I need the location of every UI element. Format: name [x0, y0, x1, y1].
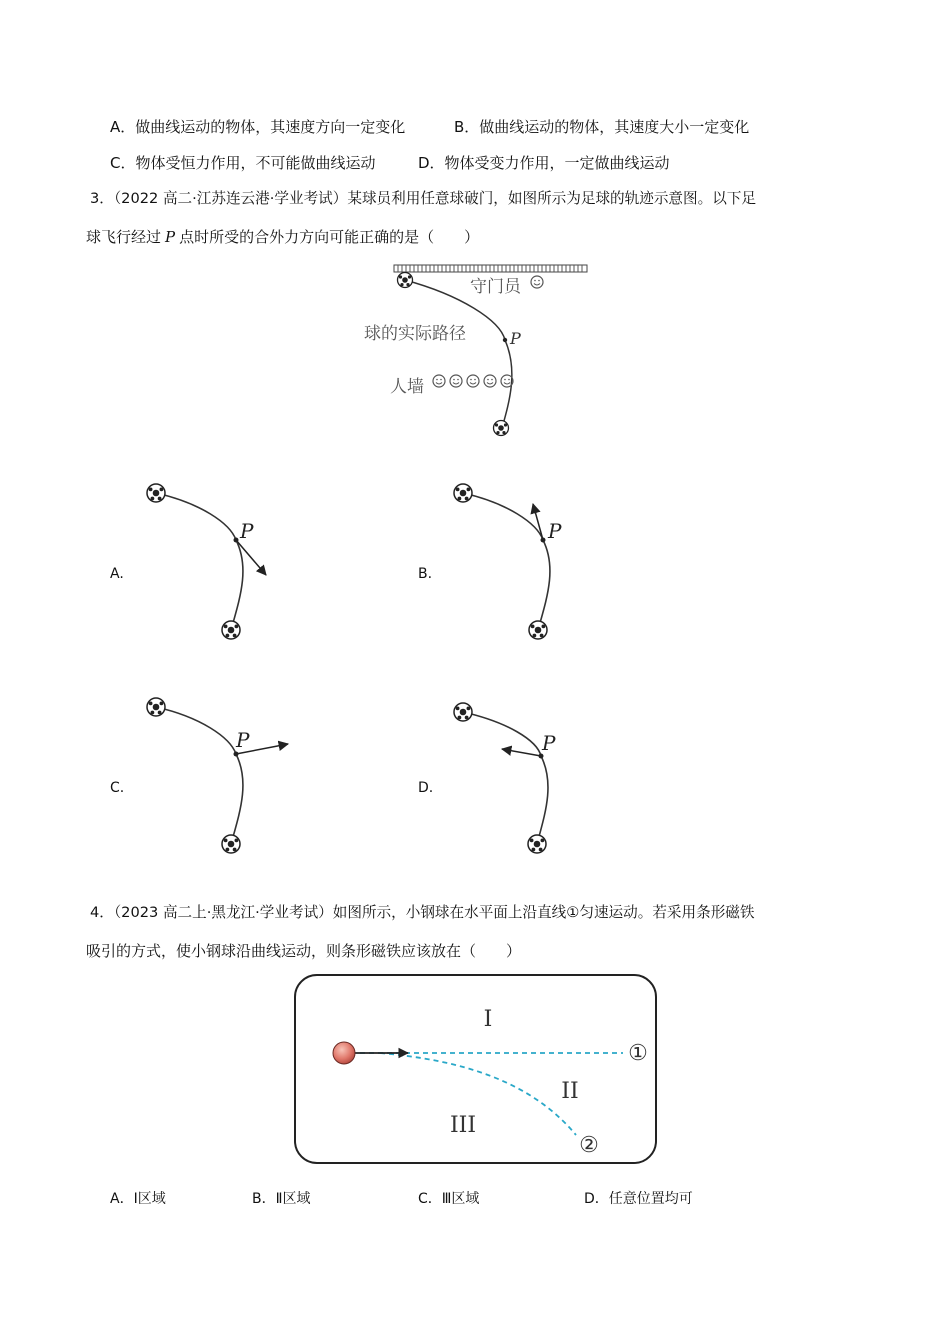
q4-option-b: B．Ⅱ区域 — [252, 1191, 311, 1207]
q2-option-d: D．物体受变力作用，一定做曲线运动 — [418, 154, 670, 172]
q4-option-d: D．任意位置均可 — [584, 1191, 693, 1207]
smiley-icon — [450, 375, 462, 387]
q4-stem-line1: 4．（2023 高二上·黑龙江·学业考试）如图所示，小钢球在水平面上沿直线①匀速运动。若采用条形磁铁 — [90, 904, 755, 921]
q3-option-a-label: A. — [110, 566, 124, 582]
soccer-ball-icon — [454, 484, 472, 502]
soccer-ball-icon — [222, 621, 240, 639]
smiley-icon — [484, 375, 496, 387]
q3-stem-line2 — [86, 226, 479, 248]
point-p-label: P — [236, 728, 250, 752]
q3-option-d-label: D. — [418, 780, 434, 796]
q4-stem-line2: 吸引的方式，使小钢球沿曲线运动，则条形磁铁应该放在（ ） — [86, 942, 522, 960]
q3-option-d-figure — [447, 692, 587, 862]
goalkeeper-label: 守门员 — [470, 277, 521, 297]
soccer-ball-icon — [147, 484, 165, 502]
point-p-label: P — [240, 519, 254, 543]
smiley-icon — [531, 276, 543, 288]
dashed-line-2 — [380, 1053, 579, 1135]
force-arrow — [236, 540, 266, 575]
q2-option-a: A．做曲线运动的物体，其速度方向一定变化 — [110, 118, 406, 136]
wall-label: 人墙 — [390, 377, 424, 397]
q3-main-figure — [360, 260, 600, 445]
soccer-ball-icon — [147, 698, 165, 716]
q3-option-b-label: B. — [418, 566, 433, 582]
soccer-ball-icon — [222, 835, 240, 853]
q3-stem-line1: 3．（2022 高二·江苏连云港·学业考试）某球员利用任意球破门，如图所示为足球的轨迹示意图。以下足 — [90, 190, 756, 207]
point-p-label: P — [548, 519, 562, 543]
soccer-ball-icon — [529, 621, 547, 639]
soccer-ball-icon — [454, 703, 472, 721]
soccer-ball-icon — [494, 421, 509, 436]
q3-option-b-figure — [447, 478, 587, 648]
q2-option-c: C．物体受恒力作用，不可能做曲线运动 — [110, 154, 376, 172]
goal-line — [394, 265, 587, 272]
steel-ball — [333, 1042, 355, 1064]
q3-stem-var-p: P — [165, 228, 176, 246]
q3-option-c-figure — [140, 692, 300, 862]
force-arrow — [502, 749, 541, 756]
region-1-label: I — [483, 1007, 493, 1032]
point-p-label: P — [510, 329, 521, 348]
q4-option-a: A．Ⅰ区域 — [110, 1191, 166, 1207]
line-2-label: ② — [579, 1133, 599, 1158]
region-2-label: II — [561, 1079, 579, 1104]
point-p-dot — [503, 338, 507, 342]
q3-option-a-figure — [140, 478, 280, 648]
q4-option-c: C．Ⅲ区域 — [418, 1191, 480, 1207]
q4-figure — [290, 970, 662, 1168]
ball-path — [405, 280, 512, 428]
q3-stem-text-a: 球飞行经过 — [86, 228, 162, 246]
soccer-ball-icon — [528, 835, 546, 853]
q3-stem-text-b: 点时所受的合外力方向可能正确的是（ ） — [179, 228, 480, 246]
smiley-icon — [467, 375, 479, 387]
q2-option-b: B．做曲线运动的物体，其速度大小一定变化 — [454, 118, 750, 136]
force-arrow — [533, 504, 543, 540]
region-3-label: III — [449, 1113, 477, 1138]
soccer-ball-icon — [398, 273, 413, 288]
path-label: 球的实际路径 — [364, 324, 466, 344]
q3-option-c-label: C. — [110, 780, 125, 796]
smiley-icon — [433, 375, 445, 387]
point-p-label: P — [542, 731, 556, 755]
line-1-label: ① — [628, 1041, 648, 1066]
